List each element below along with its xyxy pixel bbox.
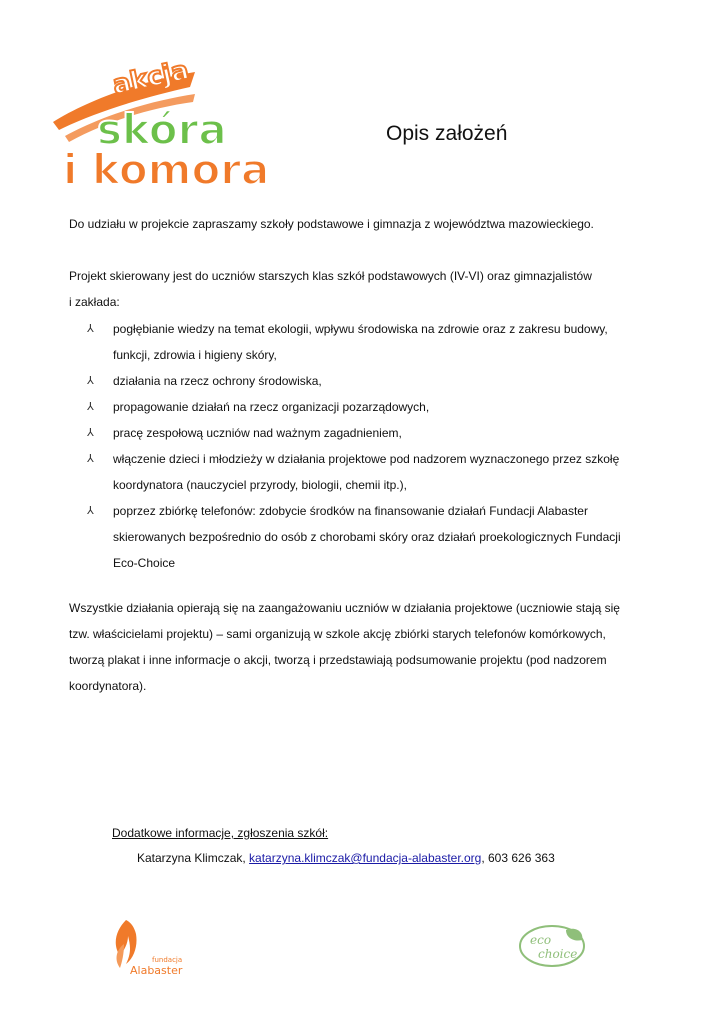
contact-line <box>137 851 555 865</box>
goals-list <box>87 316 667 576</box>
logo-akcja: akcja <box>110 55 192 101</box>
bullet-icon: ⅄ <box>87 375 94 387</box>
logo-komora: i komora <box>63 145 270 192</box>
project-line-2: i zakłada: <box>69 295 120 309</box>
intro-paragraph: Do udziału w projekcie zapraszamy szkoły podstawowe i gimnazja z województwa mazowieckiego. <box>69 217 594 231</box>
bullet-icon: ⅄ <box>87 323 94 335</box>
project-line-1: Projekt skierowany jest do uczniów starszych klas szkół podstawowych (IV-VI) oraz gimnazjalistów <box>69 269 592 283</box>
summary-line-1: Wszystkie działania opierają się na zaangażowaniu uczniów w działania projektowe (uczniowie stają się <box>69 601 620 615</box>
contact-name: Katarzyna Klimczak, <box>137 851 250 865</box>
list-item: ⅄ propagowanie działań na rzecz organizacji pozarządowych, <box>87 394 667 420</box>
summary-line-3: tworzą plakat i inne informacje o akcji, tworzą i przedstawiają podsumowanie projektu (pod nadzorem <box>69 653 607 667</box>
eco-choice-logo <box>516 920 590 970</box>
akcja-skora-logo <box>45 52 270 192</box>
eco-text: eco <box>530 933 552 947</box>
page-title: Opis założeń <box>386 122 508 145</box>
summary-line-4: koordynatora). <box>69 679 147 693</box>
choice-text: choice <box>538 947 578 961</box>
bullet-icon: ⅄ <box>87 453 94 465</box>
bullet-icon: ⅄ <box>87 401 94 413</box>
contact-heading: Dodatkowe informacje, zgłoszenia szkół: <box>112 826 329 840</box>
contact-email-link[interactable]: katarzyna.klimczak@fundacja-alabaster.org <box>249 851 482 865</box>
list-item: ⅄ działania na rzecz ochrony środowiska, <box>87 368 667 394</box>
alabaster-small-text: fundacja <box>152 956 183 964</box>
logo-skora: skóra <box>97 105 227 154</box>
list-item: ⅄ poprzez zbiórkę telefonów: zdobycie środków na finansowanie działań Fundacji Alabaster skierowanych bezpośrednio do osób z chorobami skóry oraz działań proekologicznych Fundacji Eco-Choice <box>87 498 667 576</box>
bullet-icon: ⅄ <box>87 427 94 439</box>
contact-phone: , 603 626 363 <box>481 851 555 865</box>
bullet-icon: ⅄ <box>87 505 94 517</box>
alabaster-logo <box>106 914 186 980</box>
alabaster-big-text: Alabaster <box>130 964 183 977</box>
list-item: ⅄ pracę zespołową uczniów nad ważnym zagadnieniem, <box>87 420 667 446</box>
list-item: ⅄ pogłębianie wiedzy na temat ekologii, wpływu środowiska na zdrowie oraz z zakresu budowy, funkcji, zdrowia i higieny skóry, <box>87 316 667 368</box>
summary-line-2: tzw. właścicielami projektu) – sami organizują w szkole akcję zbiórki starych telefonów komórkowych, <box>69 627 606 641</box>
list-item: ⅄ włączenie dzieci i młodzieży w działania projektowe pod nadzorem wyznaczonego przez szkołę koordynatora (nauczyciel przyrody, biologii, chemii itp.), <box>87 446 667 498</box>
